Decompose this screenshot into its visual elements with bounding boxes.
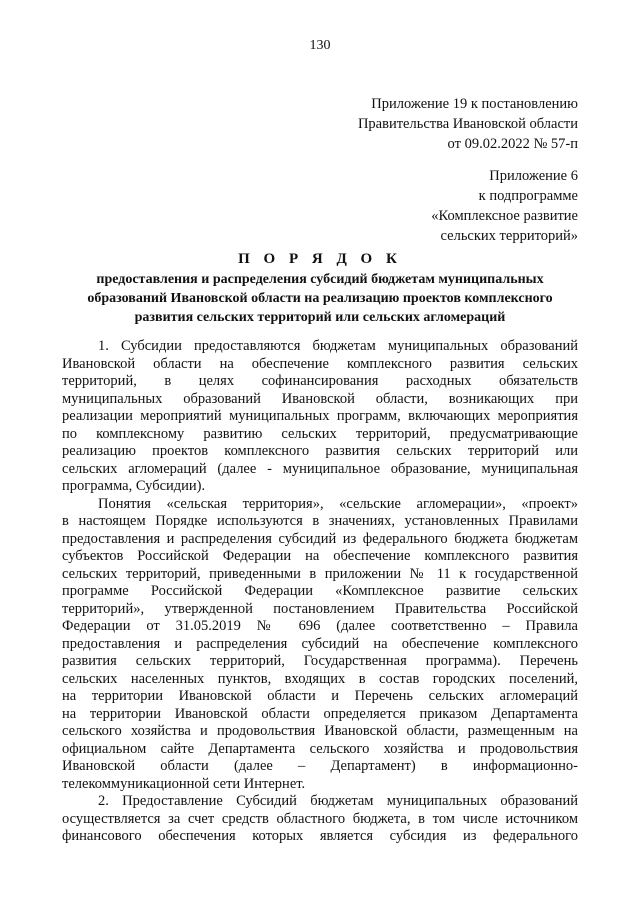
document-title: П О Р Я Д О К	[238, 251, 402, 267]
body-text-line: территорий», утвержденной постановлением Правительства Российской	[62, 600, 578, 617]
body-text-line: сельского хозяйства и продовольствия Ивановской области, размещенным на	[62, 723, 578, 739]
body-text-line: территорий, в целях софинансирования расходных обязательств	[62, 373, 578, 389]
appendix-6-line: «Комплексное развитие	[431, 208, 578, 224]
body-text-line: реализацию проектов комплексного развития сельских территорий или	[62, 443, 578, 459]
appendix-19-line: Правительства Ивановской области	[357, 116, 578, 132]
body-text-line: финансового обеспечения которых является субсидия из федерального	[62, 828, 578, 844]
document-body	[62, 338, 578, 846]
body-text-line: сельских территорий, приведенными в приложении № 11 к государственной	[62, 565, 578, 582]
appendix-6-header	[431, 166, 578, 246]
document-subtitle	[62, 270, 578, 327]
body-text-line: официальном сайте Департамента сельского хозяйства и продовольствия	[62, 740, 578, 757]
subtitle-line: предоставления и распределения субсидий бюджетам муниципальных	[96, 272, 544, 287]
body-text-line: Федерации от 31.05.2019 № 696 (далее соответственно – Правила	[62, 618, 578, 634]
body-text-line: телекоммуникационной сети Интернет.	[62, 775, 306, 792]
body-text-line: программе Российской Федерации «Комплексное развитие сельских	[62, 583, 578, 599]
appendix-19-header	[358, 94, 578, 154]
page-number: 130	[309, 38, 331, 53]
appendix-6-line: сельских территорий»	[440, 228, 578, 244]
body-text-line: Ивановской области (далее – Департамент) в информационно-	[62, 758, 578, 774]
appendix-19-line: Приложение 19 к постановлению	[371, 96, 578, 112]
body-text-line: Понятия «сельская территория», «сельские агломерации», «проект»	[98, 495, 578, 512]
body-text-line: муниципальных образований Ивановской области, возникающих при	[62, 390, 578, 407]
appendix-19-line: от 09.02.2022 № 57-п	[447, 136, 578, 152]
body-text-line: субъектов Российской Федерации на обеспечение комплексного развития	[62, 548, 578, 564]
body-text-line: сельских населенных пунктов, входящих в состав городских поселений,	[62, 670, 578, 687]
body-text-line: 1. Субсидии предоставляются бюджетам муниципальных образований	[98, 338, 578, 354]
body-text-line: по комплексному развитию сельских территорий, предусматривающие	[62, 425, 578, 442]
subtitle-line: образований Ивановской области на реализацию проектов комплексного	[87, 291, 553, 306]
subtitle-line: развития сельских территорий или сельских агломераций	[134, 310, 506, 325]
appendix-6-line: Приложение 6	[489, 168, 578, 184]
body-text-line: на территории Ивановской области и Перечень сельских агломераций	[62, 688, 578, 704]
body-text-line: на территории Ивановской области определяется приказом Департамента	[62, 705, 578, 722]
body-text-line: Ивановской области на обеспечение комплексного развития сельских	[62, 355, 578, 372]
body-text-line: сельских агломераций (далее - муниципальное образование, муниципальная	[62, 460, 578, 477]
body-text-line: в настоящем Порядке используются в значениях, установленных Правилами	[62, 513, 578, 529]
body-text-line: реализации мероприятий муниципальных программ, включающих мероприятия	[62, 408, 578, 424]
body-text-line: осуществляется за счет средств областного бюджета, в том числе источником	[62, 810, 578, 827]
body-text-line: предоставления и распределения субсидий из федерального бюджета бюджетам	[62, 530, 578, 547]
body-text-line: 2. Предоставление Субсидий бюджетам муниципальных образований	[98, 793, 578, 809]
body-text-line: программа, Субсидии).	[62, 478, 206, 494]
body-text-line: развития сельских территорий, Государственная программа). Перечень	[62, 653, 578, 669]
appendix-6-line: к подпрограмме	[478, 188, 578, 204]
body-text-line: предоставления и распределения субсидий на обеспечение комплексного	[62, 635, 578, 652]
